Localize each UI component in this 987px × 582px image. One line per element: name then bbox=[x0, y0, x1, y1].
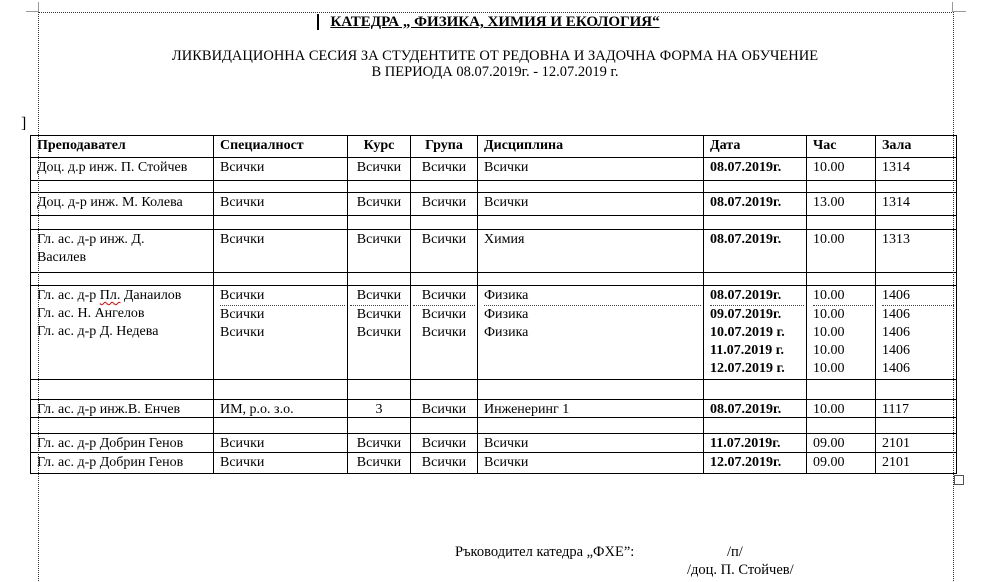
table-cell[interactable] bbox=[876, 216, 956, 229]
cell-line: Всички bbox=[421, 325, 467, 340]
table-cell[interactable] bbox=[31, 418, 214, 433]
table-cell[interactable] bbox=[348, 418, 411, 433]
table-cell[interactable] bbox=[411, 273, 478, 285]
table-cell[interactable] bbox=[704, 230, 807, 272]
cell-line: Всички bbox=[413, 287, 475, 306]
spacer-row bbox=[31, 380, 956, 400]
cell-line: 1314 bbox=[882, 160, 910, 175]
cell-line: 13.00 bbox=[813, 195, 845, 210]
cell-line: Всички bbox=[484, 436, 529, 451]
table-cell[interactable] bbox=[876, 400, 956, 417]
table-cell[interactable] bbox=[807, 286, 876, 379]
table-row bbox=[31, 434, 956, 453]
cell-line: 08.07.2019г. bbox=[710, 287, 804, 306]
cell-line: 1406 bbox=[882, 343, 910, 358]
cell-line: 10.00 bbox=[813, 402, 845, 417]
table-cell[interactable] bbox=[411, 193, 478, 215]
cell-line: Гл. ас. д-р инж. Д. bbox=[37, 232, 145, 247]
cell-line: Всички bbox=[356, 195, 402, 210]
table-cell[interactable] bbox=[214, 181, 348, 192]
subtitle-line-1[interactable]: ЛИКВИДАЦИОННА СЕСИЯ ЗА СТУДЕНТИТЕ ОТ РЕДОВНА И ЗАДОЧНА ФОРМА НА ОБУЧЕНИЕ bbox=[171, 48, 819, 64]
table-cell[interactable] bbox=[348, 158, 411, 180]
table-cell[interactable] bbox=[478, 230, 704, 272]
table-cell[interactable] bbox=[411, 230, 478, 272]
table-cell[interactable] bbox=[807, 216, 876, 229]
table-cell[interactable] bbox=[876, 158, 956, 180]
spacer-row bbox=[31, 273, 956, 286]
header-cell[interactable] bbox=[31, 136, 214, 157]
table-cell[interactable] bbox=[704, 181, 807, 192]
spacer-row bbox=[31, 216, 956, 230]
cell-line: 09.07.2019г. bbox=[710, 307, 782, 322]
table-cell[interactable] bbox=[411, 453, 478, 473]
cell-line: 09.00 bbox=[813, 455, 845, 470]
table-cell[interactable] bbox=[31, 380, 214, 399]
table-row bbox=[31, 286, 956, 380]
table-cell[interactable] bbox=[348, 181, 411, 192]
table-cell[interactable] bbox=[807, 158, 876, 180]
table-cell[interactable] bbox=[348, 286, 411, 379]
cell-line: Инженеринг 1 bbox=[484, 402, 570, 417]
cell-line: Всички bbox=[421, 307, 467, 322]
table-cell[interactable] bbox=[214, 273, 348, 285]
table-cell[interactable] bbox=[214, 230, 348, 272]
cell-line: Гл. ас. Н. Ангелов bbox=[37, 306, 145, 321]
cell-line: Всички bbox=[421, 195, 467, 210]
table-cell[interactable] bbox=[348, 453, 411, 473]
table-cell[interactable] bbox=[348, 216, 411, 229]
cell-line: Всички bbox=[356, 455, 402, 470]
cell-line: Химия bbox=[484, 232, 525, 247]
table-cell[interactable] bbox=[704, 273, 807, 285]
margin-mark: ] bbox=[21, 115, 27, 132]
cell-line: 10.00 bbox=[813, 343, 845, 358]
cell-line: 10.00 bbox=[813, 307, 845, 322]
cell-line: Специалност bbox=[220, 138, 304, 153]
cell-line: 1406 bbox=[882, 307, 910, 322]
cell-line: 10.00 bbox=[813, 287, 873, 306]
cell-line: Всички bbox=[220, 160, 265, 175]
cell-line: 08.07.2019г. bbox=[710, 232, 782, 247]
cell-line: Преподавател bbox=[37, 138, 126, 153]
cell-line: Всички bbox=[220, 307, 265, 322]
table-cell[interactable] bbox=[876, 453, 956, 473]
table-cell[interactable] bbox=[704, 193, 807, 215]
cell-line: Всички bbox=[421, 402, 467, 417]
cell-line: Всички bbox=[484, 195, 529, 210]
table-cell[interactable] bbox=[478, 193, 704, 215]
table-cell[interactable] bbox=[704, 380, 807, 399]
cell-line: Всички bbox=[356, 232, 402, 247]
table-cell[interactable] bbox=[411, 418, 478, 433]
table-cell[interactable] bbox=[704, 158, 807, 180]
table-cell[interactable] bbox=[31, 453, 214, 473]
table-cell[interactable] bbox=[807, 273, 876, 285]
table-cell[interactable] bbox=[214, 193, 348, 215]
table-cell[interactable] bbox=[348, 400, 411, 417]
cell-line: 1406 bbox=[882, 325, 910, 340]
table-cell[interactable] bbox=[31, 434, 214, 452]
table-cell[interactable] bbox=[214, 158, 348, 180]
cell-line: Всички bbox=[484, 160, 529, 175]
cell-line: Всички bbox=[220, 232, 265, 247]
cell-line: Група bbox=[425, 138, 463, 153]
cell-line: 1117 bbox=[882, 402, 909, 417]
table-cell[interactable] bbox=[214, 216, 348, 229]
text-cursor-caret bbox=[317, 14, 319, 30]
table-cell[interactable] bbox=[478, 286, 704, 379]
page-title[interactable] bbox=[38, 13, 952, 31]
table-cell[interactable] bbox=[31, 400, 214, 417]
cell-line: 10.00 bbox=[813, 160, 845, 175]
cell-line: 1406 bbox=[882, 361, 910, 376]
footer-signature-name[interactable]: /доц. П. Стойчев/ bbox=[687, 562, 794, 578]
crop-mark-top-left bbox=[26, 2, 39, 12]
table-cell[interactable] bbox=[704, 453, 807, 473]
table-cell[interactable] bbox=[214, 434, 348, 452]
table-cell[interactable] bbox=[704, 418, 807, 433]
cell-line: 11.07.2019г. bbox=[710, 436, 781, 451]
cell-line: Дисциплина bbox=[484, 138, 564, 153]
table-cell[interactable] bbox=[214, 400, 348, 417]
cell-line: Физика bbox=[484, 287, 701, 306]
table-cell[interactable] bbox=[876, 434, 956, 452]
table-cell[interactable] bbox=[214, 380, 348, 399]
table-cell[interactable] bbox=[704, 286, 807, 379]
misspelled-word: Пл. bbox=[99, 288, 121, 303]
subtitle-line-2[interactable]: В ПЕРИОДА 08.07.2019г. - 12.07.2019 г. bbox=[371, 64, 619, 80]
table-cell[interactable] bbox=[478, 158, 704, 180]
cell-line: Гл. ас. д-р Д. Недева bbox=[37, 324, 159, 339]
table-cell[interactable] bbox=[876, 181, 956, 192]
table-cell[interactable] bbox=[704, 434, 807, 452]
table-cell[interactable] bbox=[807, 380, 876, 399]
table-cell[interactable] bbox=[876, 273, 956, 285]
table-cell[interactable] bbox=[478, 380, 704, 399]
cell-line: 08.07.2019г. bbox=[710, 160, 782, 175]
header-cell[interactable] bbox=[214, 136, 348, 157]
table-cell[interactable] bbox=[214, 453, 348, 473]
spacer-row bbox=[31, 418, 956, 434]
table-cell[interactable] bbox=[478, 453, 704, 473]
cell-line: Час bbox=[813, 138, 837, 153]
table-cell[interactable] bbox=[478, 418, 704, 433]
spacer-row bbox=[31, 181, 956, 193]
cell-line: Физика bbox=[484, 325, 529, 340]
table-cell[interactable] bbox=[876, 286, 956, 379]
cell-line: 2101 bbox=[882, 455, 910, 470]
cell-line: Доц. д.р инж. П. Стойчев bbox=[37, 160, 188, 175]
table-row bbox=[31, 158, 956, 181]
table-cell[interactable] bbox=[411, 286, 478, 379]
table-cell[interactable] bbox=[31, 273, 214, 285]
cell-line: Физика bbox=[484, 307, 529, 322]
header-cell[interactable] bbox=[348, 136, 411, 157]
cell-line: Всички bbox=[220, 436, 265, 451]
cell-line: 10.00 bbox=[813, 232, 845, 247]
header-cell[interactable] bbox=[478, 136, 704, 157]
table-cell[interactable] bbox=[411, 158, 478, 180]
cell-line: Дата bbox=[710, 138, 741, 153]
table-cell[interactable] bbox=[704, 216, 807, 229]
cell-line: Гл. ас. д-р инж.В. Енчев bbox=[37, 402, 181, 417]
cell-line: Зала bbox=[882, 138, 912, 153]
table-cell[interactable] bbox=[807, 193, 876, 215]
schedule-table bbox=[30, 135, 957, 474]
table-header-row bbox=[31, 136, 956, 158]
table-cell[interactable] bbox=[348, 273, 411, 285]
cell-line: 1313 bbox=[882, 232, 910, 247]
table-cell[interactable] bbox=[31, 230, 214, 272]
cell-line: Всички bbox=[421, 436, 467, 451]
table-cell[interactable] bbox=[411, 216, 478, 229]
cell-line: Всички bbox=[220, 455, 265, 470]
cell-line: Всички bbox=[350, 287, 408, 306]
cell-line: 09.00 bbox=[813, 436, 845, 451]
cell-line: 08.07.2019г. bbox=[710, 402, 782, 417]
page-title-text: КАТЕДРА „ ФИЗИКА, ХИМИЯ И ЕКОЛОГИЯ“ bbox=[330, 14, 660, 30]
table-cell[interactable] bbox=[807, 230, 876, 272]
table-cell[interactable] bbox=[807, 434, 876, 452]
table-cell[interactable] bbox=[478, 273, 704, 285]
table-cell[interactable] bbox=[807, 400, 876, 417]
table-cell[interactable] bbox=[478, 181, 704, 192]
table-cell[interactable] bbox=[411, 400, 478, 417]
table-row bbox=[31, 453, 956, 473]
table-cell[interactable] bbox=[807, 181, 876, 192]
cell-line: 3 bbox=[375, 402, 383, 417]
cell-line: 10.00 bbox=[813, 325, 845, 340]
cell-line: 08.07.2019г. bbox=[710, 195, 782, 210]
header-cell[interactable] bbox=[807, 136, 876, 157]
table-resize-handle[interactable] bbox=[954, 475, 964, 485]
table-cell[interactable] bbox=[31, 193, 214, 215]
cell-line: Гл. ас. д-р Добрин Генов bbox=[37, 436, 184, 451]
cell-line: Всички bbox=[220, 325, 265, 340]
footer-signature-mark[interactable]: /п/ bbox=[727, 544, 743, 560]
cell-line: Всички bbox=[356, 436, 402, 451]
crop-mark-top-right bbox=[952, 2, 966, 12]
cell-line: Василев bbox=[37, 250, 87, 265]
table-cell[interactable] bbox=[807, 453, 876, 473]
cell-line: Всички bbox=[421, 455, 467, 470]
table-cell[interactable] bbox=[478, 216, 704, 229]
footer-label[interactable]: Ръководител катедра „ФХЕ”: bbox=[455, 544, 635, 560]
header-cell[interactable] bbox=[704, 136, 807, 157]
table-cell[interactable] bbox=[214, 418, 348, 433]
table-cell[interactable] bbox=[348, 434, 411, 452]
cell-line: Гл. ас. д-р Добрин Генов bbox=[37, 455, 184, 470]
cell-line: 10.00 bbox=[813, 361, 845, 376]
cell-line: Доц. д-р инж. М. Колева bbox=[37, 195, 183, 210]
cell-line: 12.07.2019 г. bbox=[710, 361, 785, 376]
cell-line: ИМ, р.о. з.о. bbox=[220, 402, 294, 417]
table-cell[interactable] bbox=[31, 286, 214, 379]
table-cell[interactable] bbox=[478, 434, 704, 452]
cell-line: 12.07.2019г. bbox=[710, 455, 782, 470]
table-cell[interactable] bbox=[876, 193, 956, 215]
header-cell[interactable] bbox=[411, 136, 478, 157]
table-cell[interactable] bbox=[876, 418, 956, 433]
cell-line: Всички bbox=[356, 325, 402, 340]
table-cell[interactable] bbox=[411, 434, 478, 452]
table-cell[interactable] bbox=[411, 181, 478, 192]
table-cell[interactable] bbox=[411, 380, 478, 399]
table-cell[interactable] bbox=[31, 216, 214, 229]
cell-line: Всички bbox=[356, 160, 402, 175]
cell-line: 1406 bbox=[882, 287, 954, 306]
cell-line: Курс bbox=[363, 138, 395, 153]
table-cell[interactable] bbox=[31, 158, 214, 180]
cell-line: Всички bbox=[220, 195, 265, 210]
cell-line: Всички bbox=[220, 287, 345, 306]
cell-line: Всички bbox=[484, 455, 529, 470]
table-row bbox=[31, 193, 956, 216]
table-row bbox=[31, 400, 956, 418]
table-cell[interactable] bbox=[704, 400, 807, 417]
table-cell[interactable] bbox=[478, 400, 704, 417]
table-cell[interactable] bbox=[876, 380, 956, 399]
table-cell[interactable] bbox=[348, 380, 411, 399]
cell-line: Всички bbox=[421, 160, 467, 175]
table-row bbox=[31, 230, 956, 273]
table-cell[interactable] bbox=[31, 181, 214, 192]
table-cell[interactable] bbox=[876, 230, 956, 272]
table-cell[interactable] bbox=[348, 193, 411, 215]
header-cell[interactable] bbox=[876, 136, 956, 157]
cell-line: 1314 bbox=[882, 195, 910, 210]
cell-line: 10.07.2019 г. bbox=[710, 325, 785, 340]
cell-line: 11.07.2019 г. bbox=[710, 343, 785, 358]
cell-line: Всички bbox=[356, 307, 402, 322]
table-cell[interactable] bbox=[807, 418, 876, 433]
table-cell[interactable] bbox=[348, 230, 411, 272]
table-cell[interactable] bbox=[214, 286, 348, 379]
cell-line: Всички bbox=[421, 232, 467, 247]
cell-line: 2101 bbox=[882, 436, 910, 451]
cell-line: Гл. ас. д-р Пл. Данаилов bbox=[37, 288, 182, 303]
